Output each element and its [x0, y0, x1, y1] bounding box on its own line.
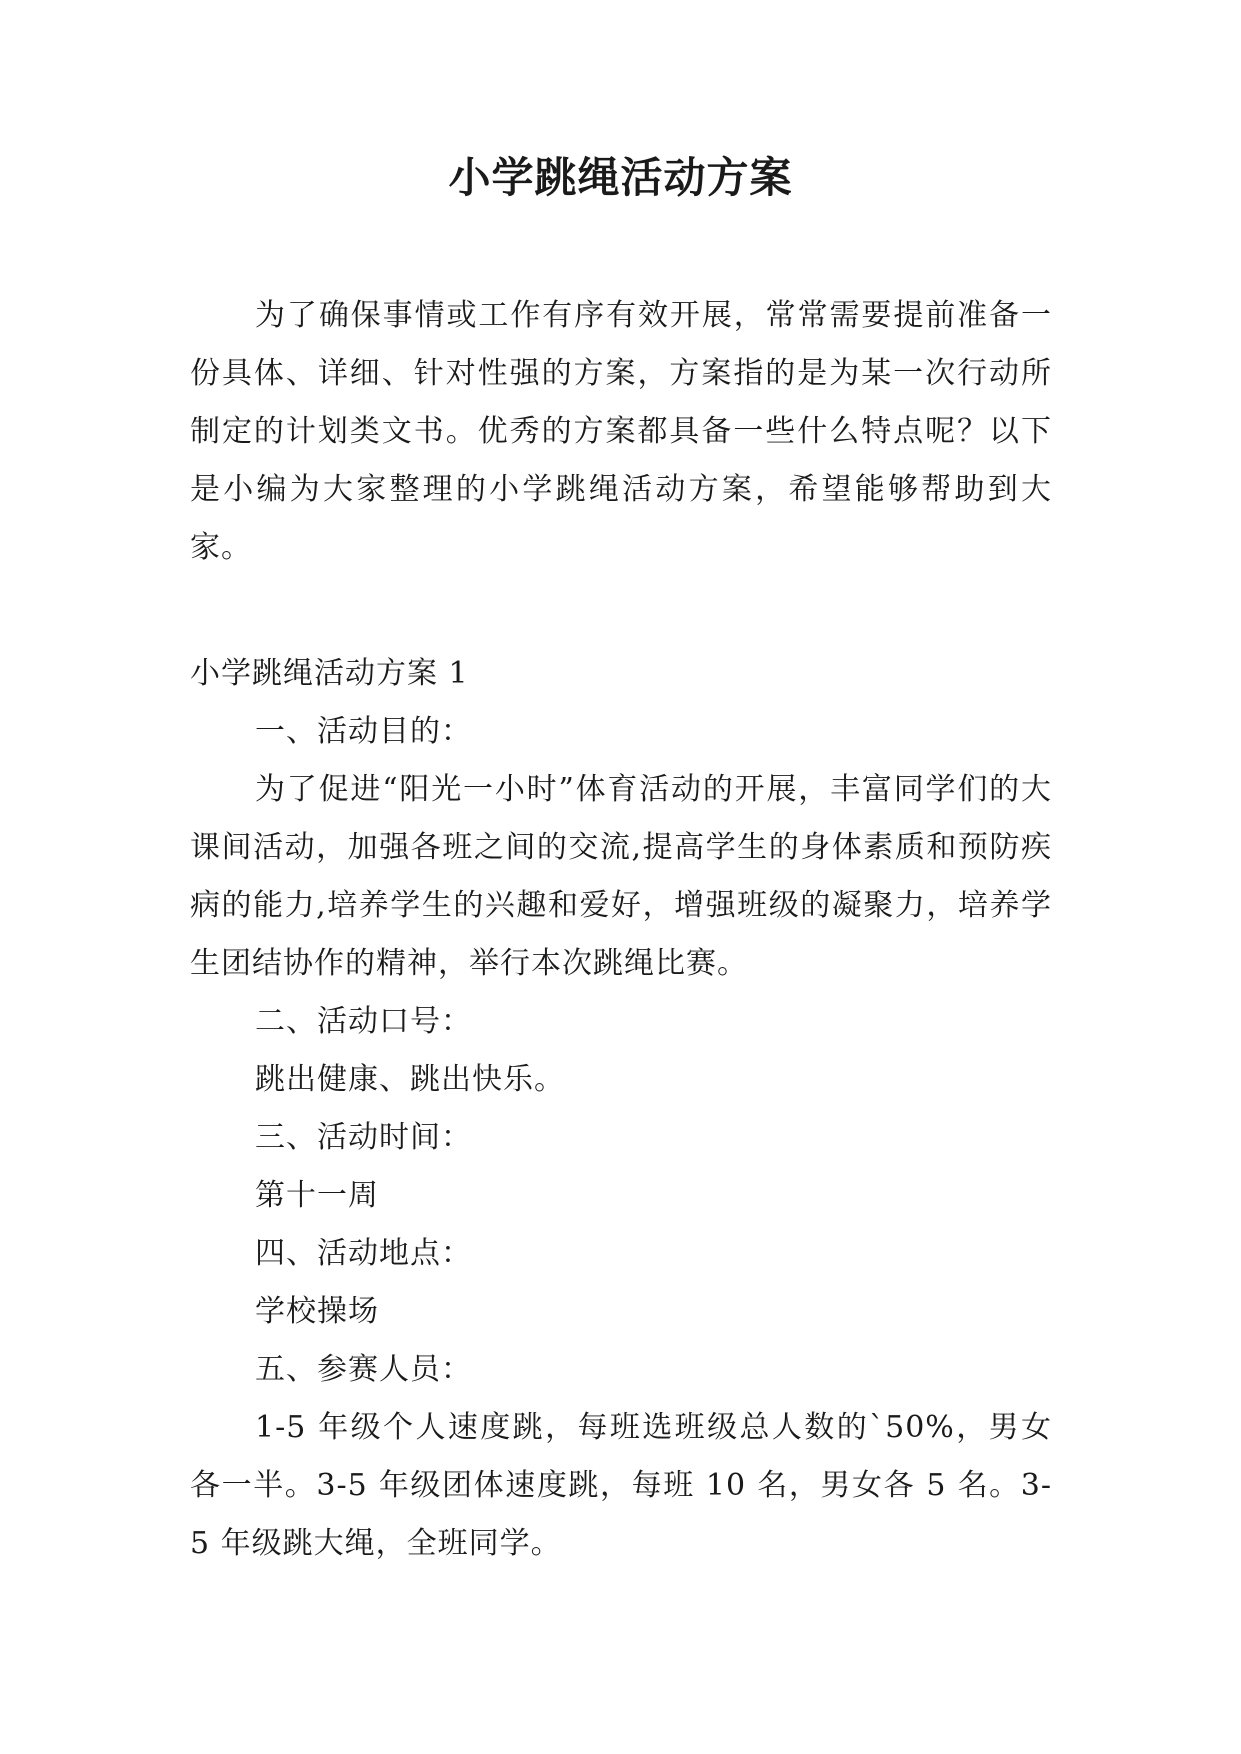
section-body [190, 703, 1052, 1573]
paragraph-activity-slogan: 跳出健康、跳出快乐。 [255, 1062, 565, 1097]
heading-activity-slogan: 二、活动口号： [255, 1004, 472, 1039]
heading-activity-time: 三、活动时间： [255, 1120, 472, 1155]
document-title: 小学跳绳活动方案 [448, 153, 793, 202]
heading-activity-location: 四、活动地点： [255, 1236, 472, 1271]
paragraph-participants: 1-5 年级个人速度跳，每班选班级总人数的`50%，男女各一半。3-5 年级团体速度跳，每班 10 名，男女各 5 名。3-5 年级跳大绳，全班同学。 [190, 1410, 1052, 1561]
intro-paragraph: 为了确保事情或工作有序有效开展，常常需要提前准备一份具体、详细、针对性强的方案，方案指的是为某一次行动所制定的计划类文书。优秀的方案都具备一些什么特点呢？以下是小编为大家整理的小学跳绳活动方案，希望能够帮助到大家。 [190, 298, 1052, 565]
section-heading: 小学跳绳活动方案 1 [190, 656, 469, 691]
paragraph-activity-purpose: 为了促进“阳光一小时”体育活动的开展，丰富同学们的大课间活动，加强各班之间的交流,提高学生的身体素质和预防疾病的能力,培养学生的兴趣和爱好，增强班级的凝聚力，培养学生团结协作的精神，举行本次跳绳比赛。 [190, 772, 1052, 981]
heading-activity-purpose: 一、活动目的： [255, 714, 472, 749]
heading-participants: 五、参赛人员： [255, 1352, 472, 1387]
paragraph-activity-location: 学校操场 [255, 1294, 379, 1329]
paragraph-activity-time: 第十一周 [255, 1178, 379, 1213]
